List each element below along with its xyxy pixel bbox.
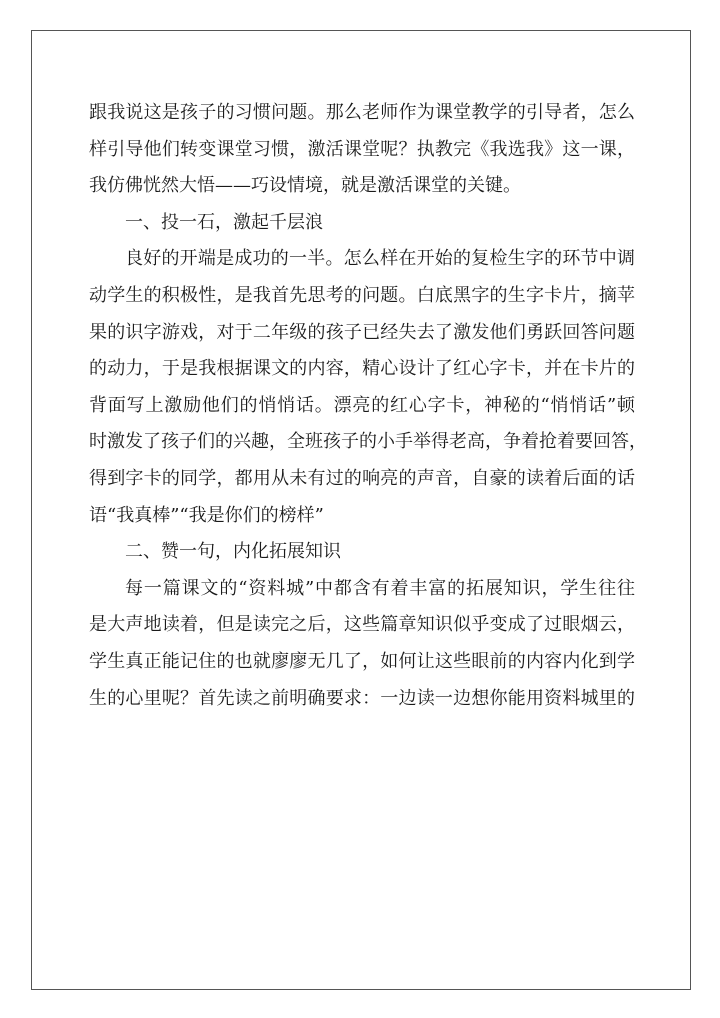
document-body [89,95,647,717]
text-line: 背面写上激励他们的悄悄话。漂亮的红心字卡，神秘的“悄悄话”顿 [89,394,635,416]
text-line: 学生真正能记住的也就廖廖无几了，如何让这些眼前的内容内化到学 [89,650,635,672]
text-line: 是大声地读着，但是读完之后，这些篇章知识似乎变成了过眼烟云， [89,614,635,636]
text-line: 动学生的积极性，是我首先思考的问题。白底黑字的生字卡片，摘苹 [89,284,635,306]
text-line: 我仿佛恍然大悟——巧设情境，就是激活课堂的关键。 [89,175,521,197]
text-line: 样引导他们转变课堂习惯，激活课堂呢？执教完《我选我》这一课， [89,138,635,160]
text-line: 跟我说这是孩子的习惯问题。那么老师作为课堂教学的引导者，怎么 [89,102,635,123]
text-line: 得到字卡的同学，都用从未有过的响亮的声音，自豪的读着后面的话 [89,467,635,489]
text-line: 语“我真棒”“我是你们的榜样” [89,504,324,526]
text-line: 果的识字游戏，对于二年级的孩子已经失去了激发他们勇跃回答问题 [89,321,635,343]
section-heading-2: 二、赞一句，内化拓展知识 [125,541,341,563]
text-line: 每一篇课文的“资料城”中都含有着丰富的拓展知识，学生往往 [125,577,635,599]
text-line: 的动力，于是我根据课文的内容，精心设计了红心字卡，并在卡片的 [89,358,635,380]
text-line: 时激发了孩子们的兴趣，全班孩子的小手举得老高，争着抢着要回答， [89,431,647,453]
text-line: 生的心里呢？首先读之前明确要求：一边读一边想你能用资料城里的 [89,687,635,709]
text-line: 良好的开端是成功的一半。怎么样在开始的复检生字的环节中调 [125,248,635,270]
section-heading-1: 一、投一石，激起千层浪 [125,211,323,233]
